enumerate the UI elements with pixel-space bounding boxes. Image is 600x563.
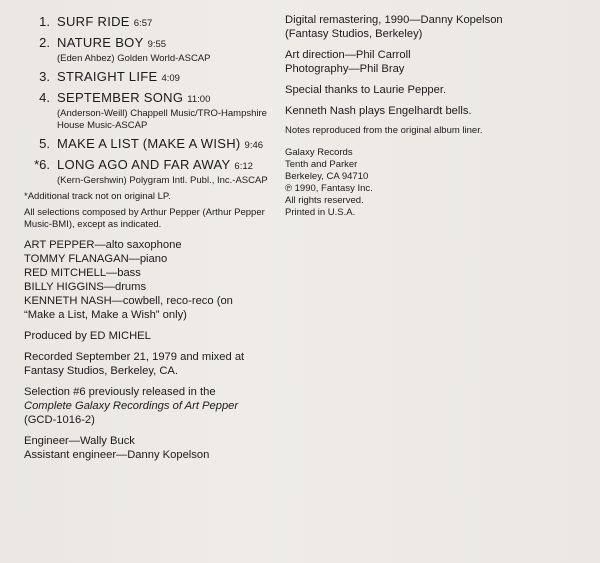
- track-time: 6:57: [133, 18, 153, 29]
- right-column: [285, 13, 585, 219]
- track-item: [24, 135, 274, 153]
- selections-note: All selections composed by Arthur Pepper (Arthur Pepper Music-BMI), except as indicated.: [24, 207, 265, 230]
- producer-credit: Produced by ED MICHEL: [24, 330, 151, 342]
- track-title: NATURE BOY: [57, 35, 144, 50]
- track-credit: (Anderson-Weill) Chappell Music/TRO-Hampshire House Music-ASCAP: [57, 108, 267, 131]
- selection6-line: Selection #6 previously released in the: [24, 386, 216, 398]
- label-line: Printed in U.S.A.: [285, 207, 356, 218]
- track-item: [24, 34, 274, 65]
- engineer-line: Engineer—Wally Buck: [24, 435, 135, 447]
- bells-note: Kenneth Nash plays Engelhardt bells.: [285, 105, 472, 117]
- track-title: SURF RIDE: [57, 14, 130, 29]
- personnel-item: RED MITCHELL—bass: [24, 267, 141, 279]
- track-list: [24, 13, 274, 187]
- track-item: [24, 13, 274, 31]
- track-number: 2.: [39, 35, 50, 50]
- track-time: 9:46: [244, 140, 264, 151]
- additional-track-note: *Additional track not on original LP.: [24, 191, 171, 202]
- track-item: [24, 89, 274, 132]
- selection6-note: [24, 385, 274, 427]
- personnel-item: ART PEPPER—alto saxophone: [24, 239, 182, 251]
- selection6-catalog: (GCD-1016-2): [24, 414, 95, 426]
- track-item: [24, 156, 274, 187]
- label-line: Tenth and Parker: [285, 159, 358, 170]
- track-number: 4.: [39, 90, 50, 105]
- track-title: LONG AGO AND FAR AWAY: [57, 157, 231, 172]
- track-number: 3.: [39, 69, 50, 84]
- engineer-line: Assistant engineer—Danny Kopelson: [24, 449, 210, 461]
- track-credit: (Eden Ahbez) Golden World-ASCAP: [57, 53, 211, 64]
- track-credit: (Kern-Gershwin) Polygram Intl. Publ., Inc.-ASCAP: [57, 175, 268, 186]
- track-number: 5.: [39, 136, 50, 151]
- track-title: MAKE A LIST (MAKE A WISH): [57, 136, 241, 151]
- track-title: SEPTEMBER SONG: [57, 90, 184, 105]
- label-line: Berkeley, CA 94710: [285, 171, 369, 182]
- track-time: 6:12: [234, 161, 253, 172]
- label-line: Galaxy Records: [285, 147, 353, 158]
- track-title: STRAIGHT LIFE: [57, 69, 158, 84]
- remastering-line: Digital remastering, 1990—Danny Kopelson: [285, 14, 503, 26]
- selection6-album-title: Complete Galaxy Recordings of Art Pepper: [24, 400, 239, 412]
- art-line: Art direction—Phil Carroll: [285, 49, 411, 61]
- engineer-credits: [24, 434, 274, 462]
- art-line: Photography—Phil Bray: [285, 63, 405, 75]
- personnel-item: BILLY HIGGINS—drums: [24, 281, 147, 293]
- art-credits: [285, 48, 585, 76]
- personnel-item: TOMMY FLANAGAN—piano: [24, 253, 168, 265]
- thanks-note: Special thanks to Laurie Pepper.: [285, 84, 447, 96]
- label-line: ℗ 1990, Fantasy Inc.: [285, 183, 373, 194]
- recording-line: Fantasy Studios, Berkeley, CA.: [24, 365, 178, 377]
- remastering-line: (Fantasy Studios, Berkeley): [285, 28, 423, 40]
- track-time: 4:09: [161, 73, 180, 84]
- personnel-item: KENNETH NASH—cowbell, reco-reco (on: [24, 295, 233, 307]
- left-column: [24, 13, 274, 462]
- track-time: 11:00: [187, 94, 211, 105]
- track-time: 9:55: [147, 39, 167, 50]
- remastering-credit: [285, 13, 585, 41]
- recording-line: Recorded September 21, 1979 and mixed at: [24, 351, 245, 363]
- liner-notes-source: Notes reproduced from the original album liner.: [285, 125, 483, 136]
- label-address-block: [285, 147, 585, 219]
- personnel-item: “Make a List, Make a Wish” only): [24, 309, 187, 321]
- track-number: 1.: [39, 14, 50, 29]
- recording-info: [24, 350, 274, 378]
- track-number: *6.: [34, 157, 50, 172]
- label-line: All rights reserved.: [285, 195, 364, 206]
- personnel-list: [24, 238, 274, 322]
- track-item: [24, 68, 274, 86]
